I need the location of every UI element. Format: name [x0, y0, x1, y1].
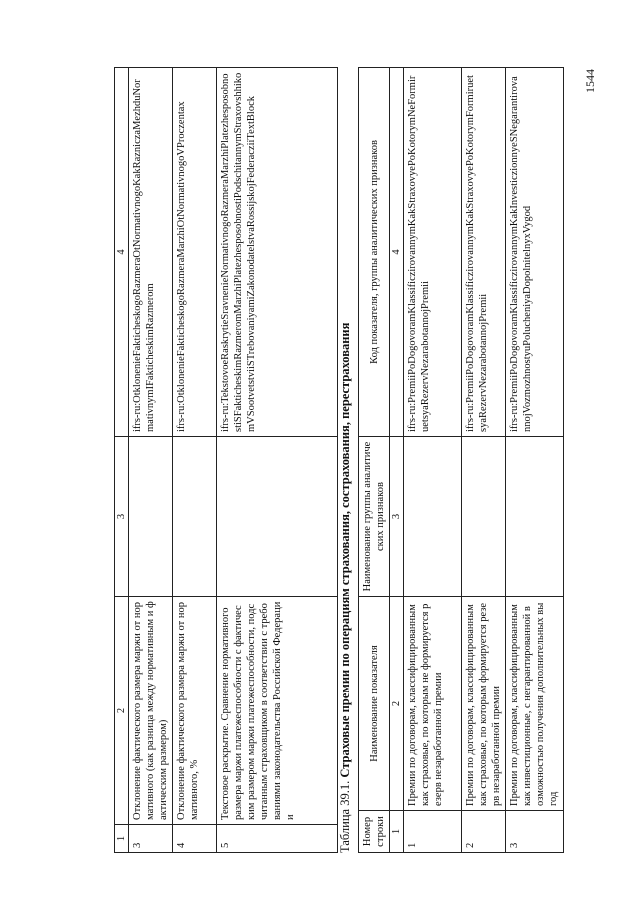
analytic-group — [129, 437, 173, 597]
indicator-name: Премии по договорам, классифицированным как страховые, по которым не формируется резерв незаработанной премии — [404, 597, 462, 811]
indicator-name: Премии по договорам, классифицированным как страховые, по которым формируется резерв незаработанной премии — [462, 597, 506, 811]
analytic-group — [173, 437, 217, 597]
table-caption-title: Страховые премии по операциям страхования, сострахования, перестрахования — [338, 322, 352, 778]
indicator-code: ifrs-ru:OtklonenieFakticheskogoRazmeraMarzhiOtNormativnogoVProczentax — [173, 68, 217, 437]
column-header: Наименование показателя — [359, 597, 390, 811]
column-number: 1 — [115, 825, 129, 853]
row-number: 4 — [173, 825, 217, 853]
column-header: Наименование группы аналитических признаков — [359, 437, 390, 597]
column-number: 3 — [115, 437, 129, 597]
column-number: 4 — [390, 68, 404, 437]
indicator-code: ifrs-ru:TekstovoeRaskrytieSravnenieNormativnogoRazmeraMarzhiPlatezhesposobnostiSFakticheskimRazmeromMarzhiPlatezhesposobnostiPodschitannymStraxovshhikomVSootvetstviiSTrebovaniyamiZakonodatelstvaRossijskojFederacziiTextBlock — [217, 68, 338, 437]
row-number: 1 — [404, 811, 462, 853]
table-row — [129, 68, 173, 853]
row-number: 5 — [217, 825, 338, 853]
header-row — [359, 68, 390, 853]
column-header: Код показателя, группы аналитических признаков — [359, 68, 390, 437]
column-number: 1 — [390, 811, 404, 853]
row-number: 2 — [462, 811, 506, 853]
analytic-group — [462, 437, 506, 597]
table-caption — [338, 68, 353, 853]
continued-table — [114, 67, 338, 853]
indicator-code: ifrs-ru:OtklonenieFakticheskogoRazmeraOtNormativnogoKakRazniczaMezhduNormativnymIFakticheskimRazmerom — [129, 68, 173, 437]
indicator-name: Текстовое раскрытие. Сравнение нормативного размера маржи платежеспособности с фактическим размером маржи платежеспособности, подсчитанным страховщиком в соответствии с требованиями законодательства Российской Федерации — [217, 597, 338, 825]
indicator-name: Отклонение фактического размера маржи от нормативного (как разница между нормативным и фактическим размером) — [129, 597, 173, 825]
page-number: 1544 — [583, 69, 597, 93]
indicator-name: Премии по договорам, классифицированным как инвестиционные, с негарантированной возможностью получения дополнительных выгод — [506, 597, 564, 811]
table-row — [462, 68, 506, 853]
column-header: Номер строки — [359, 811, 390, 853]
table-caption-prefix: Таблица 39.1. — [338, 777, 352, 853]
row-number: 3 — [129, 825, 173, 853]
column-number: 2 — [115, 597, 129, 825]
analytic-group — [506, 437, 564, 597]
table-row — [404, 68, 462, 853]
indicator-code: ifrs-ru:PremiiPoDogovoramKlassificzirovannymKakStraxovyePoKotorymFormiruetsyaRezervNezarabotannojPremii — [462, 68, 506, 437]
row-number: 3 — [506, 811, 564, 853]
indicator-name: Отклонение фактического размера маржи от нормативного, % — [173, 597, 217, 825]
column-number: 2 — [390, 597, 404, 811]
indicator-code: ifrs-ru:PremiiPoDogovoramKlassificzirovannymKakStraxovyePoKotorymNeFormiruetsyaRezervNezarabotannojPremii — [404, 68, 462, 437]
table-row — [173, 68, 217, 853]
analytic-group — [404, 437, 462, 597]
column-number-row — [390, 68, 404, 853]
column-number-row — [115, 68, 129, 853]
table-row — [506, 68, 564, 853]
indicator-code: ifrs-ru:PremiiPoDogovoramKlassificzirovannymKakInvesticzionnyeSNegarantirovannojVozmozhnostyuPolucheniyaDopolnitelnyxVygod — [506, 68, 564, 437]
analytic-group — [217, 437, 338, 597]
column-number: 4 — [115, 68, 129, 437]
table-row — [217, 68, 338, 853]
column-number: 3 — [390, 437, 404, 597]
insurance-premiums-table — [358, 67, 564, 853]
